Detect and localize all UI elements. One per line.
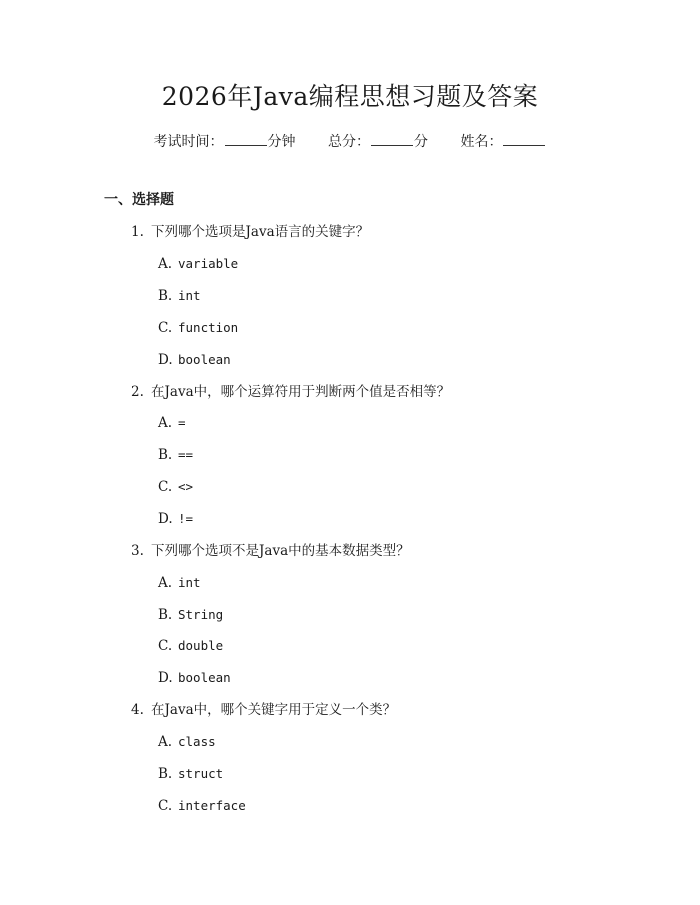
option-letter: B. (158, 288, 173, 304)
total-score-unit: 分 (414, 134, 428, 150)
question-4-option-a[interactable] (158, 732, 216, 752)
question-2-option-c[interactable] (158, 477, 193, 497)
exam-time-unit: 分钟 (267, 134, 296, 150)
question-2-option-a[interactable] (158, 413, 186, 433)
question-text: 下列哪个选项不是Java中的基本数据类型？ (151, 543, 410, 559)
exam-time-label: 考试时间： (153, 134, 224, 150)
name-field (460, 131, 546, 152)
option-text: interface (178, 798, 246, 813)
option-text: function (178, 320, 239, 335)
option-text: boolean (178, 352, 231, 367)
question-1-option-b[interactable] (158, 286, 201, 306)
question-2 (131, 382, 450, 402)
option-letter: D. (158, 511, 173, 527)
name-blank[interactable] (503, 131, 545, 146)
question-number: 4. (131, 702, 144, 718)
option-letter: C. (158, 798, 173, 814)
exam-time-field (154, 131, 296, 152)
total-score-label: 总分： (328, 134, 370, 150)
question-3-option-a[interactable] (158, 573, 201, 593)
question-1-option-d[interactable] (158, 350, 231, 370)
document-title: 2026年Java编程思想习题及答案 (161, 82, 539, 111)
question-number: 1. (131, 224, 144, 240)
option-letter: C. (158, 320, 173, 336)
question-text: 下列哪个选项是Java语言的关键字？ (151, 224, 370, 240)
option-letter: D. (158, 670, 173, 686)
total-score-field (328, 131, 428, 152)
option-text: = (178, 415, 186, 430)
option-text: != (178, 511, 194, 526)
question-1-option-a[interactable] (158, 254, 238, 274)
exam-time-blank[interactable] (225, 131, 267, 146)
question-3-option-c[interactable] (158, 636, 223, 656)
option-letter: A. (158, 575, 173, 591)
question-3-option-d[interactable] (158, 668, 231, 688)
question-2-option-b[interactable] (158, 445, 193, 465)
total-score-blank[interactable] (371, 131, 413, 146)
question-4-option-c[interactable] (158, 796, 246, 816)
section-heading: 一、选择题 (104, 192, 174, 208)
question-3-option-b[interactable] (158, 605, 223, 625)
option-text: double (178, 638, 224, 653)
option-letter: C. (158, 638, 173, 654)
question-2-option-d[interactable] (158, 509, 193, 529)
question-4 (131, 700, 396, 720)
question-number: 2. (131, 384, 144, 400)
option-letter: A. (158, 256, 173, 272)
question-3 (131, 541, 410, 561)
option-text: String (178, 607, 224, 622)
question-4-option-b[interactable] (158, 764, 223, 784)
option-letter: D. (158, 352, 173, 368)
option-text: == (178, 447, 194, 462)
question-text: 在Java中，哪个运算符用于判断两个值是否相等？ (151, 384, 451, 400)
exam-info (0, 131, 700, 152)
question-number: 3. (131, 543, 144, 559)
option-text: int (178, 288, 201, 303)
option-letter: B. (158, 766, 173, 782)
option-text: struct (178, 766, 224, 781)
option-letter: A. (158, 734, 173, 750)
option-letter: B. (158, 607, 173, 623)
option-text: class (178, 734, 216, 749)
option-text: int (178, 575, 201, 590)
option-letter: B. (158, 447, 173, 463)
option-letter: C. (158, 479, 173, 495)
option-text: variable (178, 256, 239, 271)
option-text: <> (178, 479, 194, 494)
question-1 (131, 222, 369, 242)
question-text: 在Java中，哪个关键字用于定义一个类？ (151, 702, 397, 718)
option-letter: A. (158, 415, 173, 431)
question-1-option-c[interactable] (158, 318, 238, 338)
option-text: boolean (178, 670, 231, 685)
name-label: 姓名： (460, 134, 503, 150)
